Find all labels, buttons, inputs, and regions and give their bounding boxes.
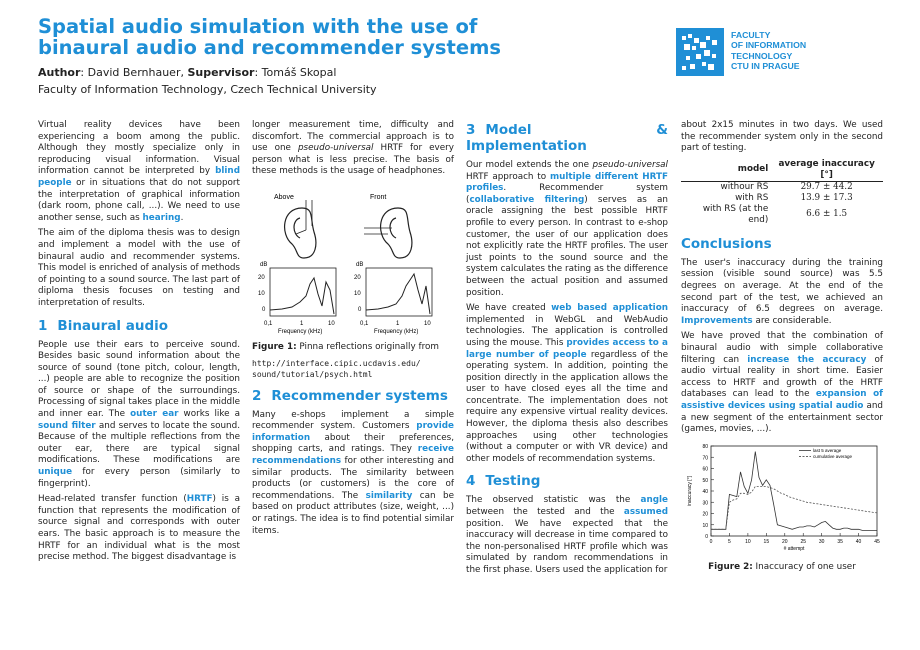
svg-text:Frequency (kHz): Frequency (kHz) [374,328,419,335]
figure-1-url: http://interface.cipic.ucdavis.edu/ sound/tutorial/psych.html [252,358,421,379]
x-tick-label: 0 [709,538,713,545]
y-tick-label: 10 [702,522,708,529]
x-tick-label: 35 [837,538,843,545]
affiliation: Faculty of Information Technology, Czech Technical University [38,83,377,96]
column-2 [252,120,454,541]
y-tick-label: 20 [702,511,708,518]
svg-text:0: 0 [262,306,266,313]
svg-text:0,1: 0,1 [264,320,273,327]
table-row: with RS 13.9 ± 17.3 [735,192,853,203]
binaural-paragraph: People use their ears to perceive sound. Besides basic sound information about the source of sound (tone pitch, colour, length, ...) people are able to recognize the position of source or shape of the surroundings. Processing of signal takes place in the middle and inner ear. The outer ear works like a sound filter and serves to locate the sound. Because of the multiple reflections from the outer ear, there are typical signal modifications. These modifications are unique for every person (similarly to fingerprint). [38,339,240,489]
legend-label-2: cumulative average [813,453,853,459]
results-table [681,159,883,226]
x-tick-label: 45 [874,538,880,545]
section-heading-testing: 4 Testing [466,473,541,490]
svg-text:Frequency (kHz): Frequency (kHz) [278,328,323,335]
table-header-accuracy: average inaccuracy [°] [770,159,883,182]
svg-text:20: 20 [258,274,265,281]
title-line-1: Spatial audio simulation with the use of [38,15,478,38]
legend-label-1: last 5 average [813,447,842,453]
svg-text:10: 10 [424,320,431,327]
author-label: Author [38,66,81,79]
table-header-model: model [681,159,770,182]
supervisor-name: Tomáš Skopal [261,66,337,79]
y-tick-label: 30 [702,499,708,506]
svg-text:10: 10 [328,320,335,327]
ear-left-icon [285,208,316,258]
column-1 [38,120,240,568]
svg-text:1: 1 [300,320,304,327]
x-tick-label: 20 [781,538,788,545]
svg-text:Above: Above [274,193,294,201]
column-4 [681,120,883,577]
section-heading-binaural: 1 Binaural audio [38,317,169,334]
inaccuracy-chart [681,440,883,562]
conclusions-paragraph-1: The user's inaccuracy during the training session (visible sound source) was 5.5 degrees on average. At the end of the second part of the test, we achieved an inaccuracy of 6.5 degrees on average. Improvements are considerable. [681,257,883,326]
svg-text:dB: dB [260,261,268,268]
y-tick-label: 70 [702,454,708,461]
y-tick-label: 80 [702,443,708,450]
reflection-arrows-right [364,228,392,234]
model-paragraph: Our model extends the one pseudo-universal HRTF approach to multiple different HRTF profiles. Recommender system (collaborative filtering) serves as an oracle assigning the best possible HRTF profile to every person. In contrast to e-shop customer, the user of our application does not explicitly rate the HRTF profiles. The user just points to the sound source and the system calculates the rating as the difference between the actual position and assumed position. [466,160,669,298]
x-tick-label: 40 [855,538,862,545]
y-tick-label: 50 [702,477,708,484]
ear-right-icon [381,208,412,258]
author-line: Author: David Bernhauer, Supervisor: Tomáš Skopal [38,66,337,79]
plot-frame [711,446,877,536]
recommender-paragraph: Many e-shops implement a simple recommender system. Customers provide information about their preferences, shopping carts, and ratings. They receive recommendations for other interesting and similar products. The similarity between products (or customers) is the core of recommendations. The similarity can be based on product attributes (size, weight, ...) or ratings. The idea is to find potential similar items. [252,409,454,536]
x-tick-label: 5 [728,538,731,545]
svg-text:1: 1 [396,320,400,327]
poster-title [38,16,638,58]
x-tick-label: 15 [763,538,770,545]
implementation-paragraph: We have created web based application implemented in WebGL and WebAudio technologies. The application is controlled using the mouse. This provides access to a large number of people regardless of the operating system. In addition, pointing the position directly in the application allows the user to have closed eyes all the time and concentrate. The implementation does not require any expensive virtual reality devices. However, the diploma thesis also describes approaches using other technologies (without a computer or with VR device) and other models of recommendation systems. [466,303,668,464]
conclusions-paragraph-2: We have proved that the combination of binaural audio with simple collaborative filtering can increase the accuracy of audio virtual reality in short time. Easier access to HRTF and growth of the HRTF databases can lead to the expansion of assistive devices using spatial audio and a new segment of the entertainment sector (games, movies, ...). [681,331,883,435]
table-row: withour RS 29.7 ± 44.2 [720,181,853,192]
svg-text:10: 10 [258,290,265,297]
section-heading-model: 3 Model & Implementation [466,122,668,154]
table-row: with RS (at the end) 6.6 ± 1.5 [702,203,848,225]
x-tick-label: 10 [745,538,751,545]
x-tick-label: 30 [818,538,825,545]
author-name: David Bernhauer, [87,66,184,79]
y-axis-label: inaccuracy [°] [687,475,693,506]
reflection-arrows-left [296,200,312,234]
intro-paragraph: Virtual reality devices have been experiencing a boom among the public. Although they mostly specialize only in reproducing visual information. Visual information cannot be interpreted by blind people or in situations that do not support the interpretation of graphical information (dark room, phone call, ...). We need to use another sense, such as hearing. [38,120,240,223]
testing-paragraph: The observed statistic was the angle between the tested and the assumed position. We have expected that the inaccuracy will decrease in time compared to the non-personalised HRTF profile which was simulated by random recommendations in the first phase. Users used the application for [466,495,668,575]
series-line-2 [711,486,877,529]
lion-logo-icon [676,28,724,76]
svg-text:dB: dB [356,261,364,268]
supervisor-label: Supervisor [187,66,255,79]
pinna-reflection-figure [252,186,454,336]
svg-text:10: 10 [354,290,361,297]
y-tick-label: 60 [702,466,708,473]
commercial-paragraph: longer measurement time, difficulty and discomfort. The commercial approach is to use one pseudo-universal HRTF for every person what is less precise. The basis of these methods is the usage of headphones. [252,120,454,177]
hrtf-paragraph: Head-related transfer function (HRTF) is a function that represents the modification of source signal and corresponds with outer ears. The basic approach is to measure the HRTF for an individual what is the most precise method. The biggest disadvantage is [38,494,240,563]
fit-ctu-logo [676,28,896,80]
figure-1-caption: Figure 1: Pinna reflections originally from [252,341,439,352]
svg-text:0,1: 0,1 [360,320,369,327]
series-line-1 [711,451,877,530]
svg-text:0: 0 [358,306,362,313]
x-tick-label: 25 [800,538,807,545]
section-heading-recommender: 2 Recommender systems [252,387,448,404]
y-tick-label: 40 [702,488,708,495]
x-axis-label: # attempt [783,545,805,552]
section-heading-conclusions: Conclusions [681,235,772,252]
y-tick-label: 0 [705,533,708,540]
table-header-row [681,159,883,182]
svg-text:Front: Front [370,193,387,201]
logo-text: FACULTY OF INFORMATION TECHNOLOGY CTU IN PRAGUE [731,30,807,72]
title-line-2: binaural audio and recommender systems [38,36,502,59]
testing-continued-paragraph: about 2x15 minutes in two days. We used the recommender system only in the second part of testing. [681,120,883,154]
svg-text:20: 20 [354,274,361,281]
column-3 [466,120,668,581]
figure-2-caption: Figure 2: Inaccuracy of one user [708,561,856,572]
aim-paragraph: The aim of the diploma thesis was to design and implement a model with the use of binaural audio and recommender systems. This model is enriched of analysis of methods of pointing to a sound source. The last part of diploma thesis focuses on testing and interpretation of results. [38,228,240,308]
